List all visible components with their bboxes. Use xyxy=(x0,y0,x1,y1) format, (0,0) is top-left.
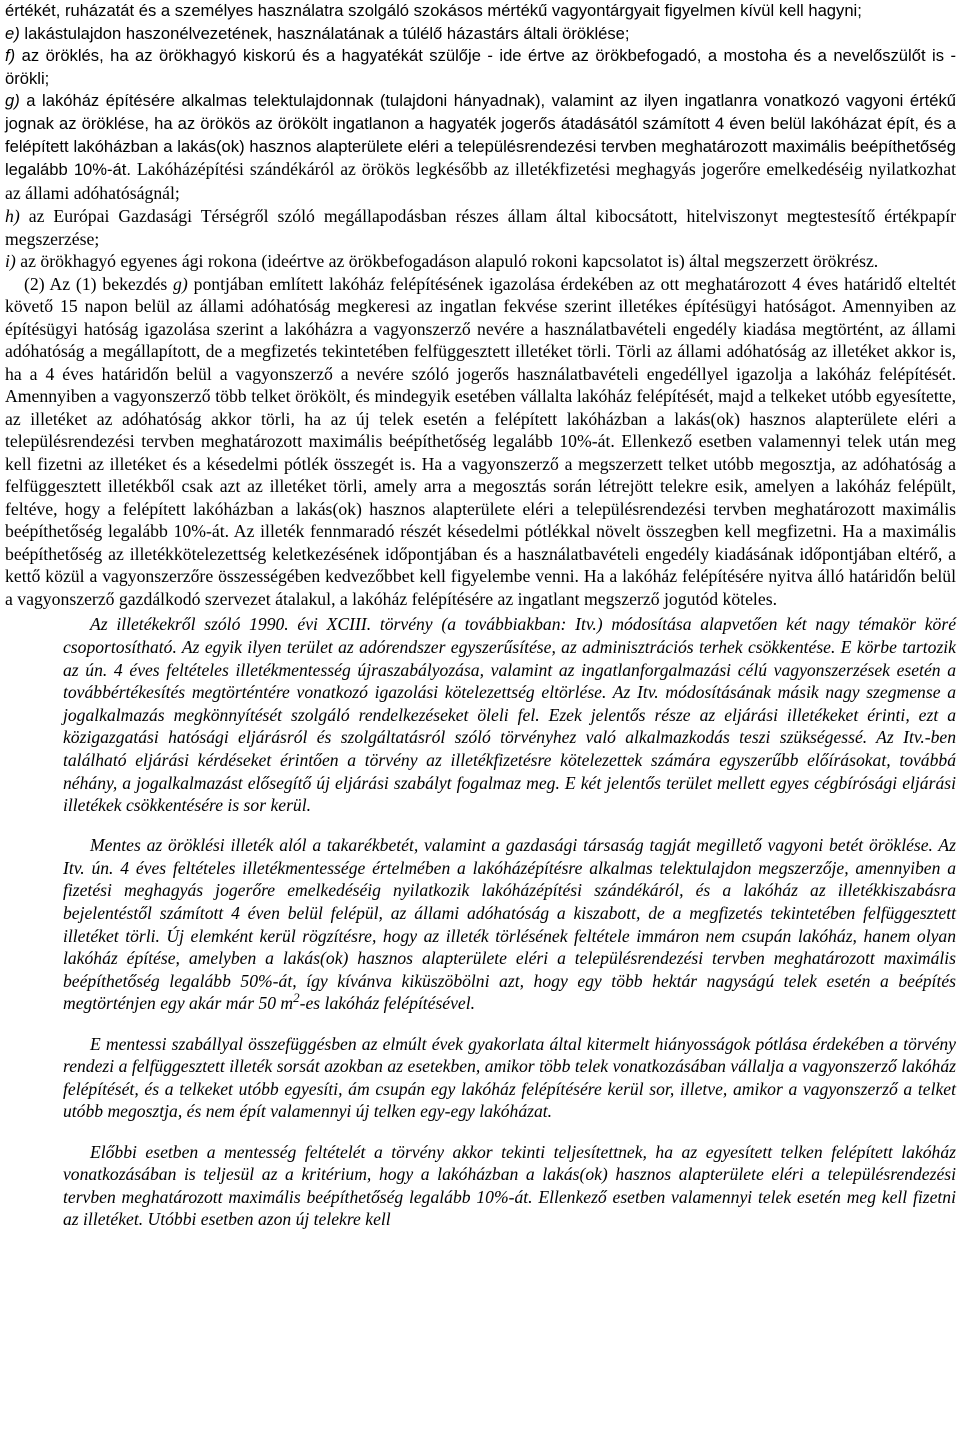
item-i-text: az örökhagyó egyenes ági rokona (ideértve az örökbefogadáson alapuló rokoni kapcsolatot is) által megszerzett örökrész. xyxy=(15,251,879,272)
explanatory-note-4 xyxy=(63,1141,956,1231)
item-f-label: f) xyxy=(5,46,16,66)
section-2-ref: g) xyxy=(173,273,188,294)
item-d-tail xyxy=(5,0,956,23)
explanatory-note-2 xyxy=(63,834,956,1015)
explanatory-note-2-end: -es lakóház felépítésével. xyxy=(299,993,476,1014)
item-g-label: g) xyxy=(5,91,20,111)
item-i xyxy=(5,250,956,273)
superscript-2: 2 xyxy=(293,990,300,1006)
section-2-intro: (2) Az (1) bekezdés xyxy=(24,273,174,294)
explanatory-note-4-text: Előbbi esetben a mentesség feltételét a törvény akkor tekinti teljesítettnek, ha az egyesített telken felépített lakóház vonatkozásában is teljesül az a kritérium, hogy a lakóházban a lakás(ok) hasznos alapterülete eléri a településrendezési tervben meghatározott maximális beépíthetőség legalább 10%-át. Ellenkező esetben valamennyi telek esetén meg kell fizetni az illetéket. Utóbbi esetben azon új telekre kell xyxy=(63,1141,956,1230)
item-g-text2: Lakóházépítési szándékáról az örökös legkésőbb az illetékfizetési meghagyás jogerőre emelkedéséig nyilatkozhat az állami adóhatóságnál; xyxy=(5,159,957,203)
item-e-text: lakástulajdon haszonélvezetének, használatának a túlélő házastárs általi öröklése; xyxy=(19,23,630,43)
item-d-tail-text: értékét, ruházatát és a személyes használatra szolgáló szokásos mértékű vagyontárgyait figyelmen kívül kell hagyni; xyxy=(5,1,862,20)
item-e xyxy=(5,23,956,46)
explanatory-note-1-text: Az illetékekről szóló 1990. évi XCIII. törvény (a továbbiakban: Itv.) módosítása alapvetően két nagy témakör köré csoportosítható. Az egyik ilyen terület az adórendszer egyszerűsítése, az adminisztrációs terhek csökkentése. E körbe tartozik az ún. 4 éves feltételes illetékmentesség újraszabályozása, valamint az ingatlanforgalmazási célú vagyonszerzések esetén a továbbértékesítés megtörténtére vonatkozó igazolási kötelezettség eltörlése. Az Itv. módosításának másik nagy szegmense a jogalkalmazás megkönnyítését szolgáló rendelkezéseket öleli fel. Ezek jelentős része az eljárási illetékeket érinti, ezt a közigazgatási hatósági eljárásról és szolgáltatásról szóló törvényhez való alkalmazkodás teszi szükségessé. Az Itv.-ben található eljárási kérdéseket érintően a törvény az illetékfizetésre kötelezettek számára egyszerűbb előírásokat, továbbá néhány, a jogalkalmazást elősegítő új eljárási szabályt fogalmaz meg. E két jelentős terület mellett egyes cégbírósági eljárási illetékek csökkentésére is sor kerül. xyxy=(63,614,956,816)
item-g xyxy=(5,90,956,205)
section-2-text: pontjában említett lakóház felépítésének igazolása érdekében az ott meghatározott 4 éves határidő elteltét követő 15 napon belül az állami adóhatóság megkeresi az ingatlan fekvése szerint illetékes építésügyi hatóságot. Amennyiben az építésügyi hatóság igazolása szerint a lakóházra a vagyonszerző nevére a használatbavételi engedély kiadása megtörtént, az állami adóhatóság a megállapított, de a megfizetés tekintetében felfüggesztett illetéket törli. Törli az állami adóhatóság az illetéket akkor is, ha a 4 éves határidőn belül a vagyonszerző a nevére szóló jogerős használatbavételi engedéllyel igazolja a lakóház felépítését. Amennyiben a vagyonszerző több telket örökölt, és mindegyik esetében vállalta lakóház felépítését, majd a telkeket utóbb egyesítette, az illetéket az adóhatóság akkor törli, ha az új telek esetén a felépített lakóházban a lakás(ok) hasznos alapterülete eléri a településrendezési tervben meghatározott maximális beépíthetőség legalább 10%-át. Ellenkező esetben valamennyi telek után meg kell fizetni az illetéket és a késedelmi pótlék összegét is. Ha a vagyonszerző a megszerzett telket utóbb megosztja, az adóhatóság a felfüggesztett illetékből csak azt az illetéket törli, amely arra a megosztás során létrejött telekre esik, amelyen a lakóház felépült, feltéve, hogy a felépített lakóházban a lakás(ok) hasznos alapterülete eléri a településrendezési tervben meghatározott maximális beépíthetőség legalább 10%-át. Az illeték fennmaradó részét késedelmi pótlékkal növelt összegben kell megfizetni. Ha a maximális beépíthetőség az illetékkötelezettség keletkezésének időpontjában és a használatbavételi engedély kiadásának időpontjában eltérő, a kettő közül a vagyonszerzőre összességében kedvezőbbet kell figyelembe venni. Ha a lakóház felépítésére nyitva álló határidőn belül a vagyonszerző gazdálkodó szervezet átalakul, a lakóház felépítésére az ingatlant megszerző jogutód köteles. xyxy=(5,273,957,609)
item-h xyxy=(5,205,956,250)
explanatory-note-3-text: E mentessi szabállyal összefüggésben az elmúlt évek gyakorlata által kitermelt hiányosságok pótlása érdekében a törvény rendezi a felfüggesztett illeték sorsát azokban az esetekben, amikor több telek vonatkozásában vállalja a vagyonszerző lakóház felépítését, és a telkeket utóbb egyesíti, ám csupán egy lakóház felépítésére kerül sor, illetve, amikor a vagyonszerző a telket utóbb megosztja, és nem épít valamennyi új telken egy-egy lakóházat. xyxy=(63,1033,956,1122)
item-i-label: i) xyxy=(5,251,16,272)
section-2 xyxy=(5,273,956,611)
item-h-label: h) xyxy=(5,206,20,227)
item-h-text: az Európai Gazdasági Térségről szóló megállapodásban részes állam által kibocsátott, hitelviszonyt megtestesítő értékpapír megszerzése; xyxy=(5,206,956,249)
explanatory-note-1 xyxy=(63,613,956,816)
item-g-text: a lakóház építésére alkalmas telektulajdonnak (tulajdoni hányadnak), valamint az ilyen ingatlanra vonatkozó vagyoni értékű jognak az öröklése, ha az örökös az örökölt ingatlanon a hagyaték jogerős átadásától számított 4 éven belül lakóházat épít, és a felépített lakóházban a lakás(ok) hasznos alapterülete eléri a településrendezési tervben meghatározott maximális beépíthetőség legalább 10%-át. xyxy=(5,91,956,180)
item-f-text: az öröklés, ha az örökhagyó kiskorú és a hagyatékát szülője - ide értve az örökbefogadó, a mostoha és a nevelőszülőt is - örökli; xyxy=(5,46,956,88)
explanatory-note-3 xyxy=(63,1033,956,1123)
item-f xyxy=(5,45,956,90)
document-page xyxy=(5,0,956,1249)
item-e-label: e) xyxy=(5,23,20,43)
explanatory-note-2-text: Mentes az öröklési illeték alól a takarékbetét, valamint a gazdasági társaság tagját megillető vagyoni betét öröklése. Az Itv. ún. 4 éves feltételes illetékmentessége értelmében a lakóházépítésre alkalmas telektulajdon megszerzője, amennyiben a fizetési meghagyás jogerőre emelkedéséig nyilatkozik lakóházépítési szándékáról, és a lakóház az illetékkiszabásra bejelentéstől számított 4 éven belül felépül, az állami adóhatóság a kiszabott, de a megfizetés tekintetében felfüggesztett illetéket törli. Új elemként kerül rögzítésre, hogy az illeték törlésének feltétele immáron nem csupán lakóház, hanem olyan lakóház építése, amelyben a lakás(ok) hasznos alapterülete eléri a településrendezési tervben meghatározott maximális beépíthetőség legalább 50%-át, így kívánva kiküszöbölni azt, hogy egy több hektár nagyságú telek esetén a beépítés megtörténjen egy akár már 50 m xyxy=(63,835,956,1014)
